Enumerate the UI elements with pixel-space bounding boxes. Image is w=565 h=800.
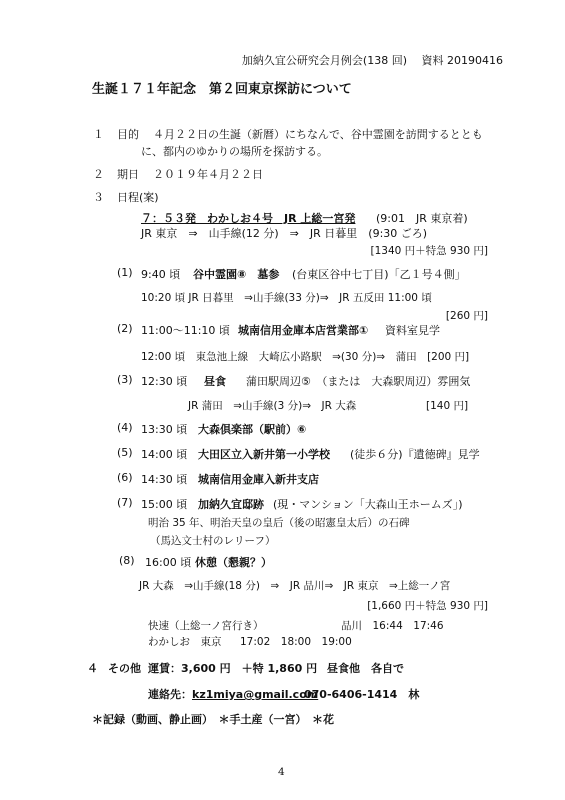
contact-email-link[interactable]: kz1miya@gmail.com [192, 688, 319, 701]
item-2-sub: 12:00 頃 東急池上線 大崎広小路駅 ⇒(30 分)⇒ 蒲田 [200 円] [141, 351, 470, 363]
return-row-1-times: 品川 16:44 17:46 [341, 620, 444, 632]
header-doc-ref: 資料 20190416 [421, 54, 503, 67]
item-5-num: (5) [117, 446, 133, 459]
item-1-sub: 10:20 頃 JR 日暮里 ⇒山手線(33 分)⇒ JR 五反田 11:00 頃 [141, 292, 432, 304]
notes: ＊記録（動画、静止画） ＊手土産（一宮） ＊花 [92, 713, 334, 726]
return-row-2-name: わかしお 東京 [148, 636, 222, 648]
item-3-sub: JR 蒲田 ⇒山手線(3 分)⇒ JR 大森 [188, 400, 357, 412]
item-5-time: 14:00 頃 [141, 448, 188, 461]
purpose-line-2: に、都内のゆかりの場所を探訪する。 [141, 145, 328, 158]
item-1-title: 谷中霊園⑧ 墓参 [193, 268, 280, 281]
depart-main: ７：５３発 わかしお４号 JR 上総一宮発 [141, 212, 356, 225]
return-row-1-name: 快速（上総一ノ宮行き） [148, 620, 264, 632]
item-1-time: 9:40 頃 [141, 268, 181, 281]
fare-1: [1340 円＋特急 930 円] [370, 245, 488, 257]
item-7-num: (7) [117, 496, 133, 509]
item-1-fare: [260 円] [445, 310, 488, 322]
item-1-num: (1) [117, 266, 133, 279]
item-8-fare: [1,660 円＋特急 930 円] [367, 600, 488, 612]
contact-phone: 070-6406-1414 林 [304, 688, 420, 701]
item-2-title: 城南信用金庫本店営業部① [238, 324, 369, 337]
section-2-num: ２ [93, 168, 104, 181]
section-1-label: 目的 [117, 128, 139, 141]
item-4-num: (4) [117, 421, 133, 434]
item-4-title: 大森倶楽部（駅前）⑥ [198, 423, 307, 436]
item-7-sub: 明治 35 年、明治天皇の皇后（後の昭憲皇太后）の石碑 [148, 517, 410, 529]
section-3-num: ３ [93, 191, 104, 204]
item-8-title: 休憩（懇親？） [195, 556, 272, 569]
date-value: ２０１９年４月２２日 [153, 168, 263, 181]
item-3-time: 12:30 頃 [141, 375, 188, 388]
section-4-label: その他 [108, 662, 141, 675]
header-org: 加納久宜公研究会月例会(138 回) [241, 54, 407, 67]
item-8-num: (8) [119, 554, 135, 567]
section-4-num: ４ [87, 662, 98, 675]
page-title: 生誕１７１年記念 第２回東京探訪について [92, 82, 352, 97]
item-3-title: 昼食 [204, 375, 226, 388]
section-1-num: １ [93, 128, 104, 141]
item-5-note: (徒歩６分)『遺徳碑』見学 [350, 448, 480, 461]
section-2-label: 期日 [117, 168, 139, 181]
item-5-title: 大田区立入新井第一小学校 [198, 448, 330, 461]
item-7-title: 加納久宜邸跡 [198, 498, 264, 511]
item-8-sub: JR 大森 ⇒山手線(18 分) ⇒ JR 品川⇒ JR 東京 ⇒上総一ノ宮 [139, 580, 451, 592]
item-3-note: 蒲田駅周辺⑤ （または 大森駅周辺）雰囲気 [246, 375, 471, 388]
item-3-num: (3) [117, 373, 133, 386]
item-8-time: 16:00 頃 [145, 556, 192, 569]
contact-label: 連絡先： [148, 688, 192, 701]
meal-note: 昼食他 各自で [327, 662, 404, 675]
item-2-num: (2) [117, 322, 133, 335]
return-row-2-times: 17:02 18:00 19:00 [240, 636, 352, 648]
section-3-label: 日程(案) [117, 191, 159, 204]
item-2-note: 資料室見学 [385, 324, 440, 337]
fare-total: 運賃：3,600 円 ＋特 1,860 円 [148, 662, 318, 675]
item-1-note: (台東区谷中七丁目)「乙１号４側」 [292, 268, 466, 281]
item-6-title: 城南信用金庫入新井支店 [198, 473, 319, 486]
page-number: 4 [278, 766, 285, 778]
depart-arrive: (9:01 JR 東京着) [376, 212, 468, 225]
item-6-num: (6) [117, 471, 133, 484]
route-1: JR 東京 ⇒ 山手線(12 分) ⇒ JR 日暮里 (9:30 ごろ) [141, 227, 428, 240]
item-7-note: (現・マンション「大森山王ホームズ」) [273, 498, 463, 511]
item-7-sub-2: （馬込文士村のレリーフ） [150, 535, 276, 547]
item-4-time: 13:30 頃 [141, 423, 188, 436]
item-6-time: 14:30 頃 [141, 473, 188, 486]
item-2-time: 11:00～11:10 頃 [141, 324, 230, 337]
item-7-time: 15:00 頃 [141, 498, 188, 511]
item-3-fare: [140 円] [426, 400, 469, 412]
purpose-line-1: ４月２２日の生誕（新暦）にちなんで、谷中霊園を訪問するととも [153, 128, 483, 141]
